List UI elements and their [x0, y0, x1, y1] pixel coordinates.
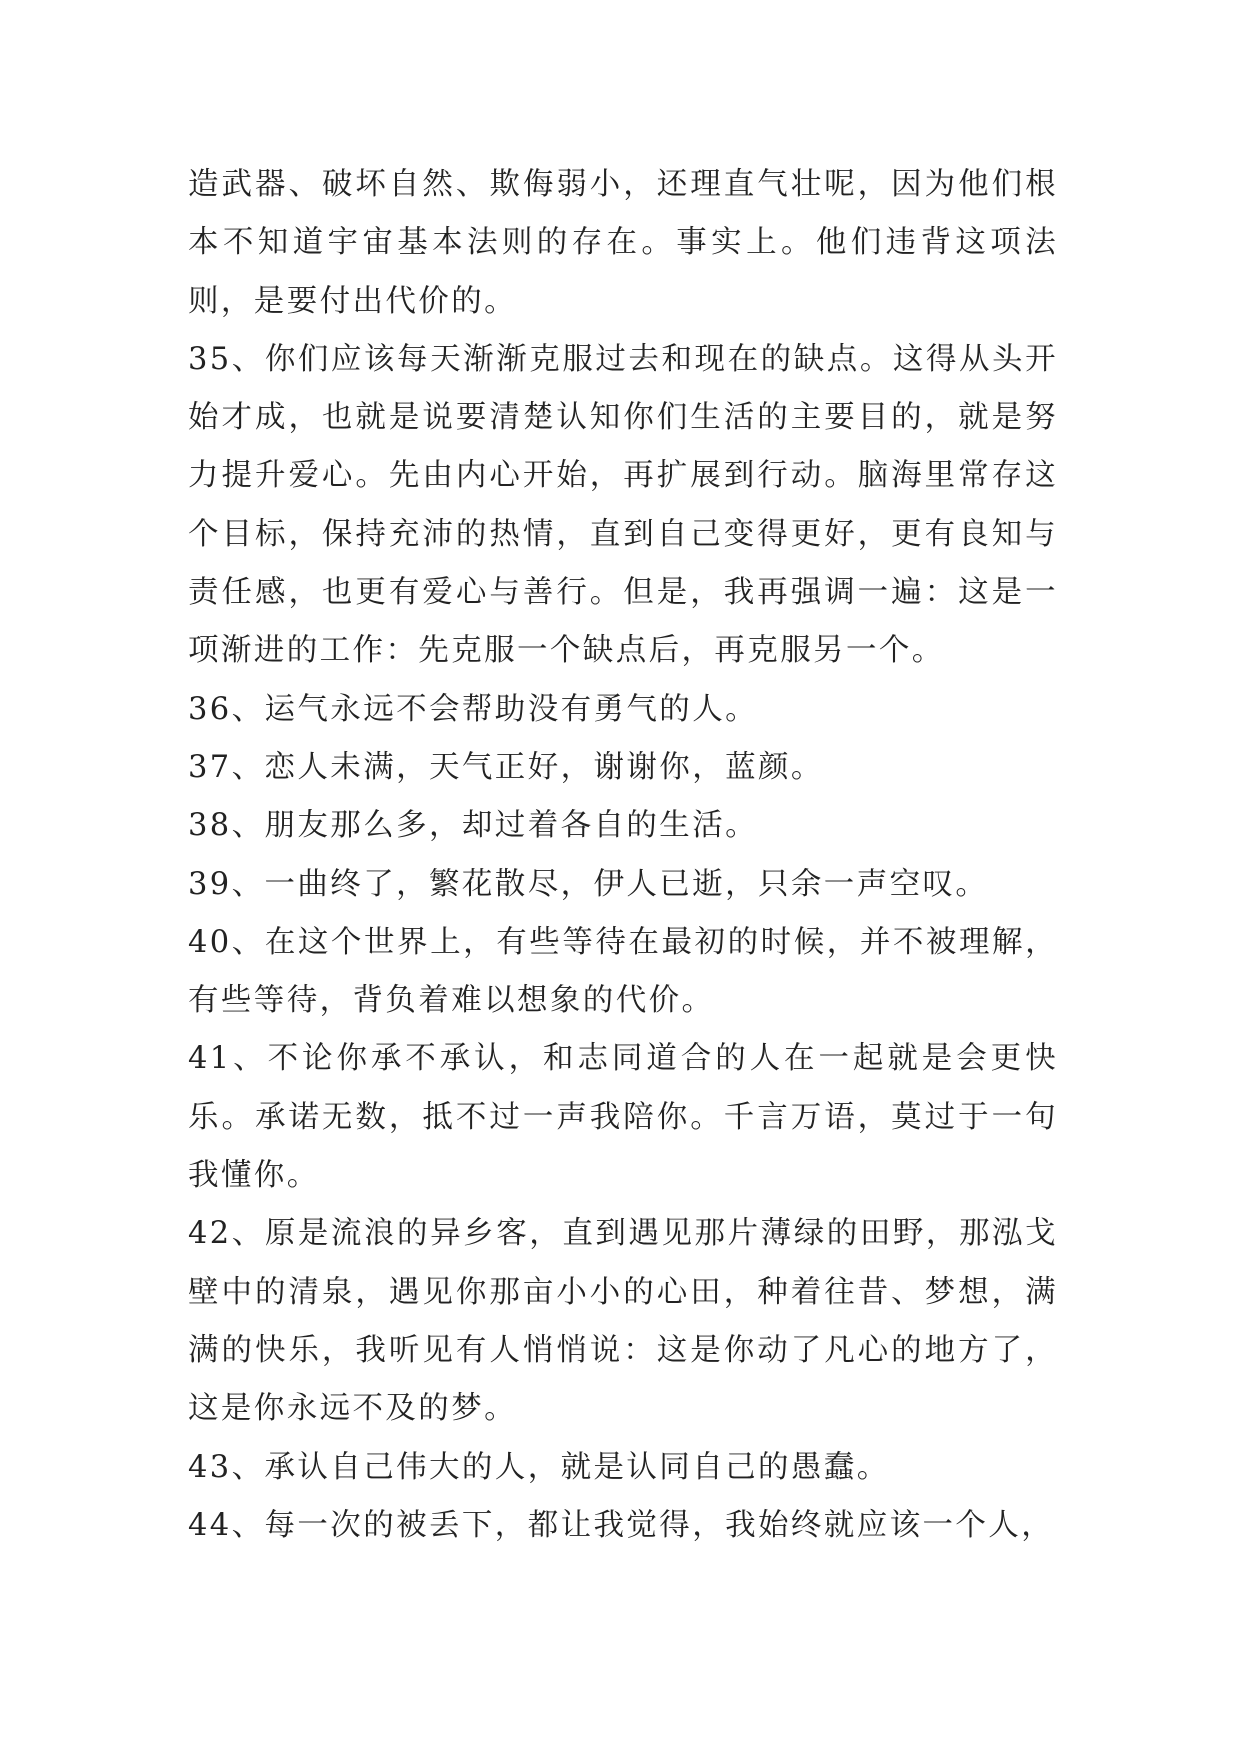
paragraph-44: 44、每一次的被丢下，都让我觉得，我始终就应该一个人，	[188, 1507, 1055, 1543]
paragraph-36: 36、运气永远不会帮助没有勇气的人。	[188, 691, 759, 727]
paragraph-40: 40、在这个世界上，有些等待在最初的时候，并不被理解，有些等待，背负着难以想象的代价。	[188, 924, 1058, 1019]
paragraph-43: 43、承认自己伟大的人，就是认同自己的愚蠢。	[188, 1449, 890, 1485]
paragraph-39: 39、一曲终了，繁花散尽，伊人已逝，只余一声空叹。	[188, 866, 989, 902]
paragraph-41: 41、不论你承不承认，和志同道合的人在一起就是会更快乐。承诺无数，抵不过一声我陪你。千言万语，莫过于一句我懂你。	[188, 1041, 1058, 1194]
document-body	[188, 156, 1058, 1555]
paragraph-42: 42、原是流浪的异乡客，直到遇见那片薄绿的田野，那泓戈壁中的清泉，遇见你那亩小小的心田，种着往昔、梦想，满满的快乐，我听见有人悄悄说：这是你动了凡心的地方了，这是你永远不及的梦。	[188, 1216, 1058, 1427]
paragraph-35: 35、你们应该每天渐渐克服过去和现在的缺点。这得从头开始才成，也就是说要清楚认知你们生活的主要目的，就是努力提升爱心。先由内心开始，再扩展到行动。脑海里常存这个目标，保持充沛的热情，直到自己变得更好，更有良知与责任感，也更有爱心与善行。但是，我再强调一遍：这是一项渐进的工作：先克服一个缺点后，再克服另一个。	[188, 341, 1058, 669]
paragraph-continuation: 造武器、破坏自然、欺侮弱小，还理直气壮呢，因为他们根本不知道宇宙基本法则的存在。事实上。他们违背这项法则，是要付出代价的。	[188, 167, 1058, 319]
paragraph-37: 37、恋人未满，天气正好，谢谢你，蓝颜。	[188, 749, 824, 785]
paragraph-38: 38、朋友那么多，却过着各自的生活。	[188, 808, 759, 844]
